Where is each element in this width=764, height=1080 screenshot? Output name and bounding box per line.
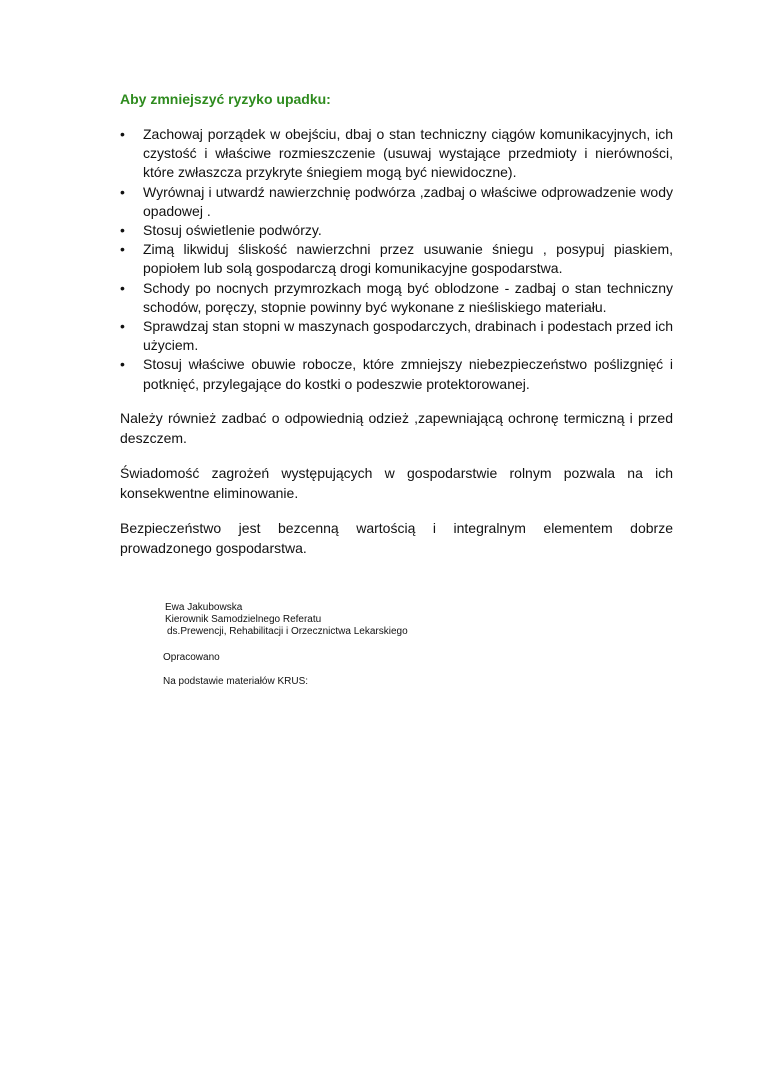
paragraph-line: Bezpieczeństwo jest bezcenną wartością i integralnym elementem dobrze (120, 520, 673, 536)
bullet-icon: • (120, 318, 125, 335)
list-item (120, 279, 673, 317)
paragraph-safety-value (120, 519, 673, 558)
signature-name: Ewa Jakubowska (165, 602, 243, 613)
list-item (120, 317, 673, 355)
list-item-text: Wyrównaj i utwardź nawierzchnię podwórza ,zadbaj o właściwe odprowadzenie wody opadowej . (143, 183, 673, 219)
list-item (120, 355, 673, 393)
list-item-text: Stosuj właściwe obuwie robocze, które zmniejszy niebezpieczeństwo poślizgnięć i potknięć, przylegające do kostki o podeszwie protektorowanej. (143, 356, 673, 392)
list-item (120, 240, 673, 278)
list-item-text: Zimą likwiduj śliskość nawierzchni przez usuwanie śniegu , posypuj piaskiem, popiołem lub solą gospodarczą drogi komunikacyjne gospodarstwa. (143, 241, 673, 277)
list-item-text: Sprawdzaj stan stopni w maszynach gospodarczych, drabinach i podestach przed ich użyciem. (143, 318, 673, 354)
paragraph-awareness: Świadomość zagrożeń występujących w gospodarstwie rolnym pozwala na ich konsekwentne eliminowanie. (120, 465, 673, 501)
list-item (120, 125, 673, 183)
list-item-text: Schody po nocnych przymrozkach mogą być oblodzone - zadbaj o stan techniczny schodów, poręczy, stopnie powinny być wykonane z nieśliskiego materiału. (143, 279, 673, 315)
list-item-text: Zachowaj porządek w obejściu, dbaj o stan techniczny ciągów komunikacyjnych, ich czystość i właściwe rozmieszczenie (usuwaj wystające przedmioty i nierówności, które zwłaszcza przykryte śniegiem mogą być niewidoczne). (143, 126, 673, 181)
bullet-icon: • (120, 279, 125, 296)
bullet-icon: • (120, 241, 125, 258)
bullet-icon: • (120, 356, 125, 373)
list-item (120, 221, 673, 240)
section-heading: Aby zmniejszyć ryzyko upadku: (120, 91, 331, 107)
paragraph-clothing: Należy również zadbać o odpowiednią odzież ,zapewniającą ochronę termiczną i przed deszczem. (120, 410, 673, 446)
paragraph-line: prowadzonego gospodarstwa. (120, 539, 307, 556)
signature-department: ds.Prewencji, Rehabilitacji i Orzecznictwa Lekarskiego (167, 626, 408, 637)
bullet-icon: • (120, 183, 125, 200)
signature-title: Kierownik Samodzielnego Referatu (165, 614, 322, 625)
source-note: Na podstawie materiałów KRUS: (163, 676, 309, 687)
list-item (120, 183, 673, 221)
bullet-icon: • (120, 222, 125, 239)
list-item-text: Stosuj oświetlenie podwórzy. (143, 222, 322, 239)
safety-tips-list (120, 125, 673, 394)
bullet-icon: • (120, 126, 125, 142)
prepared-label: Opracowano (163, 652, 220, 663)
